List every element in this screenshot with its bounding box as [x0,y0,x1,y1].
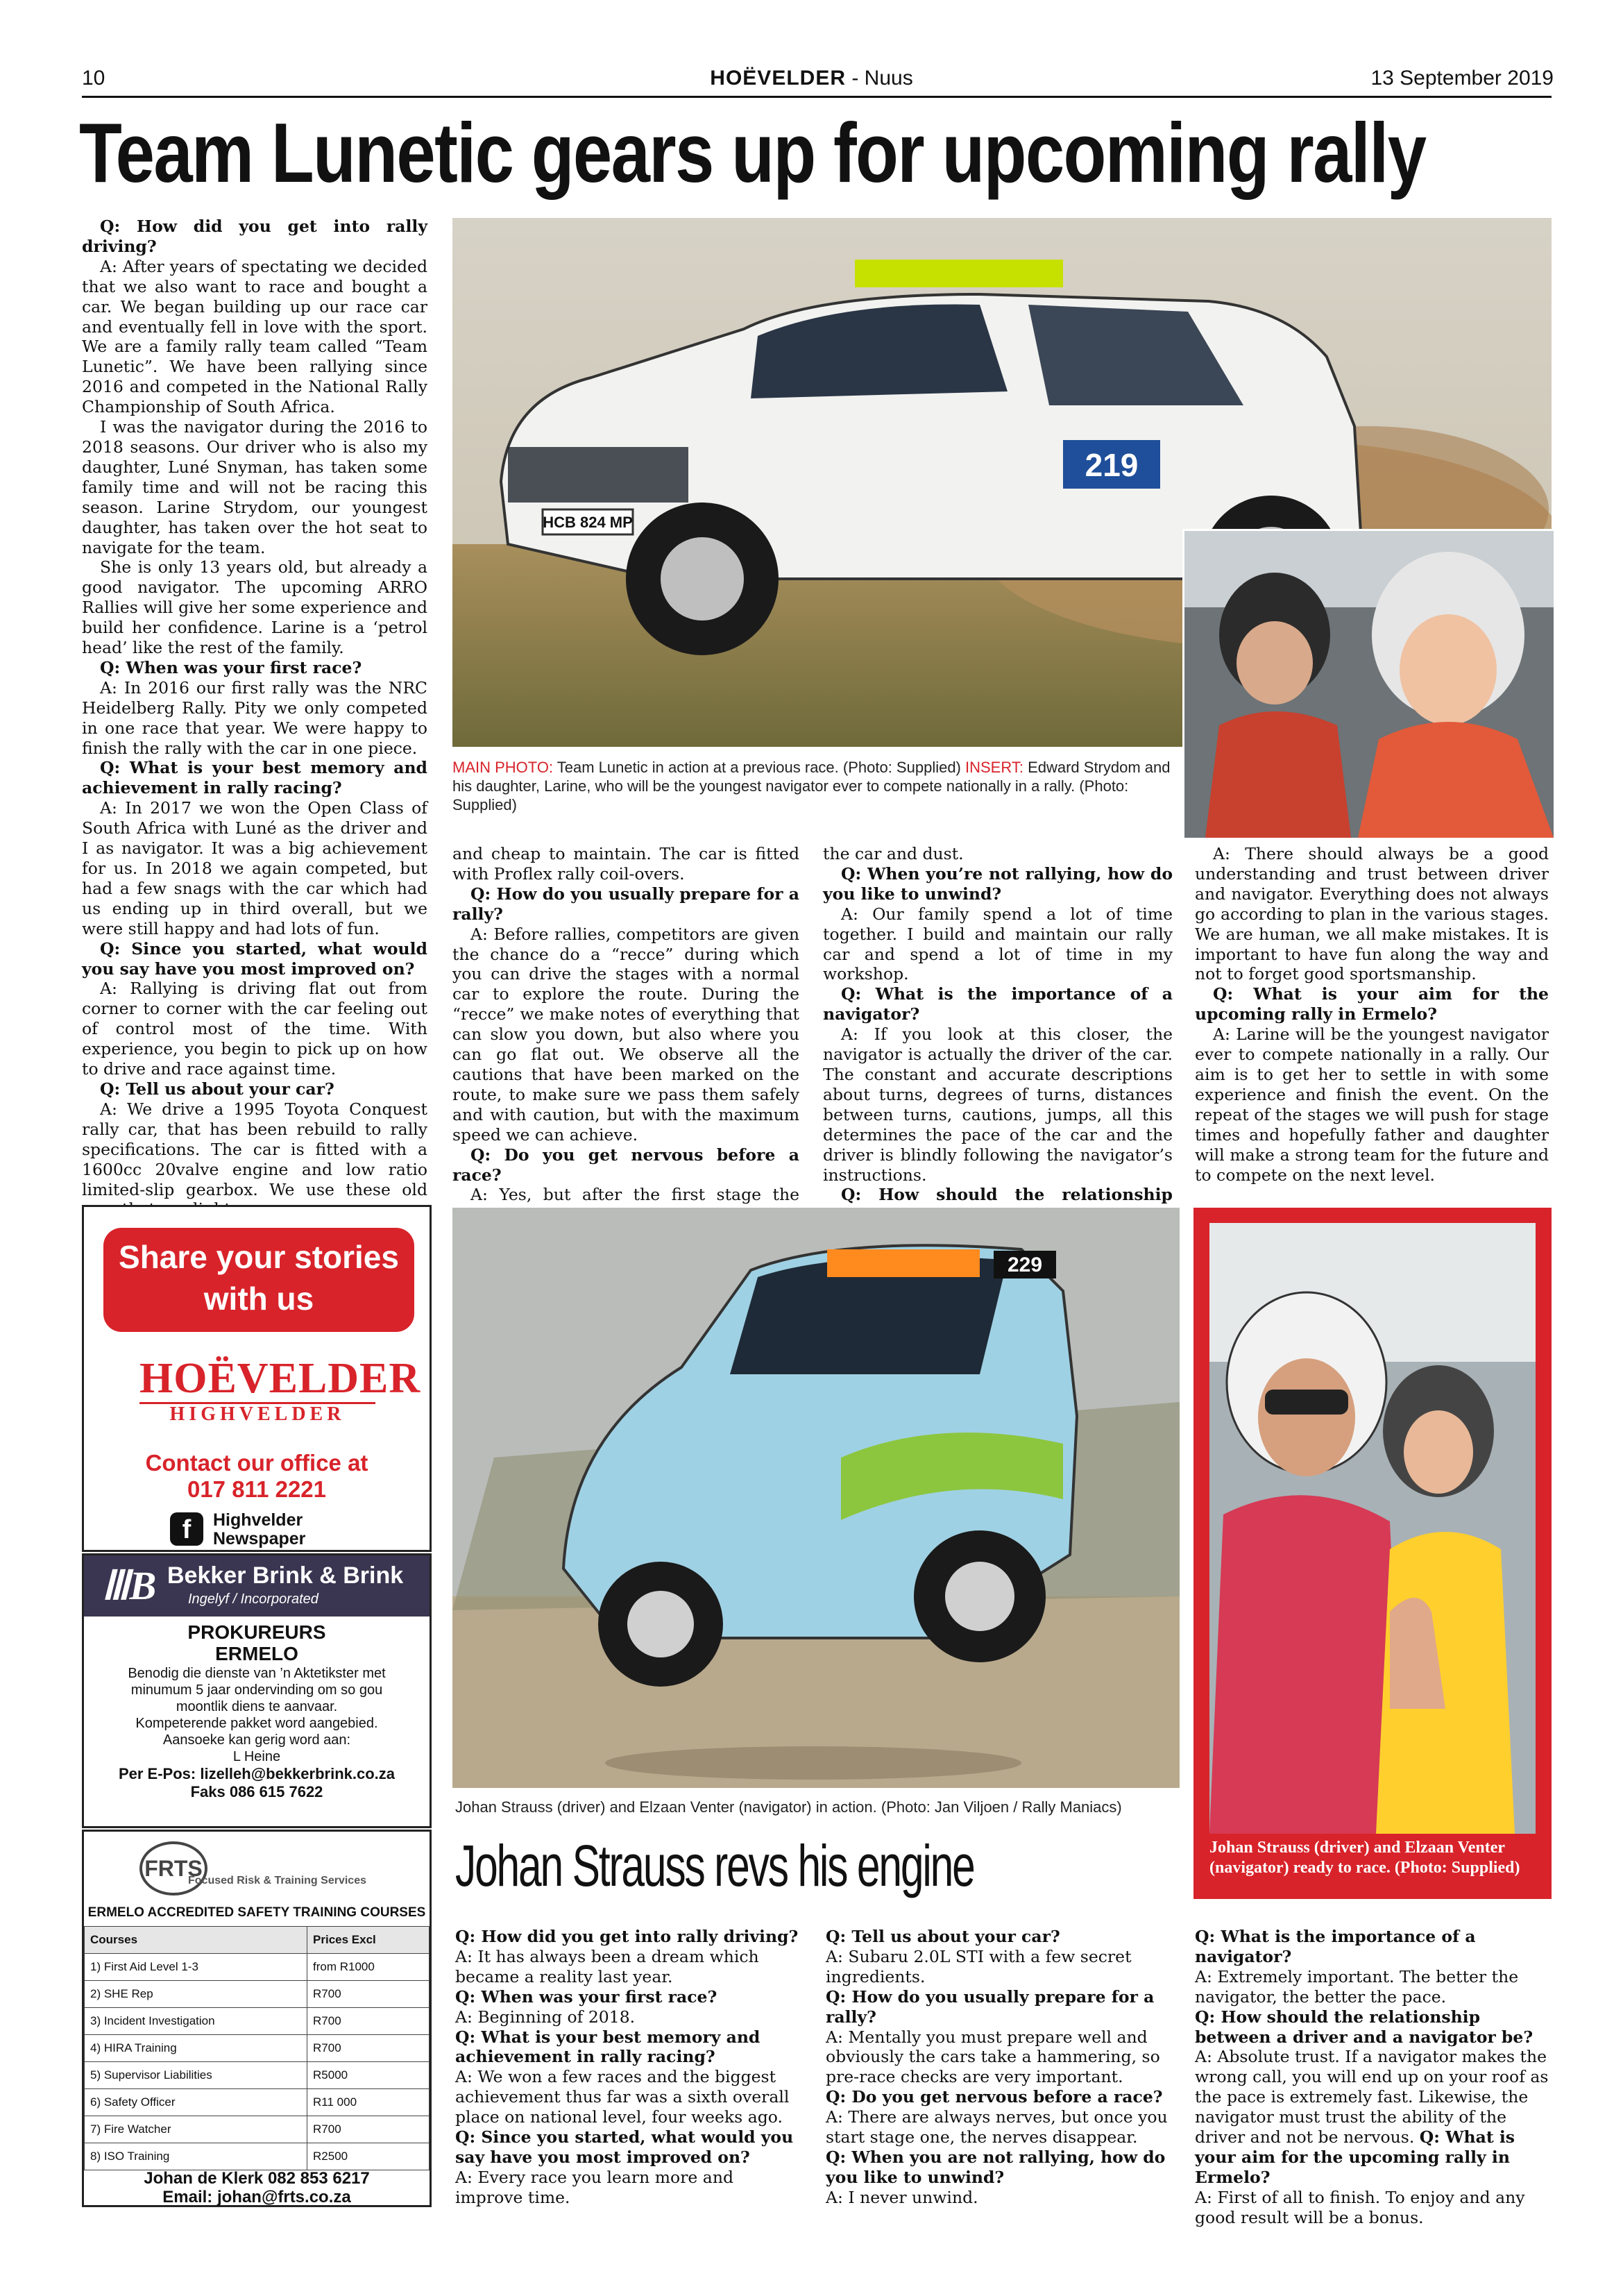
interview-answer: A: There should always be a good understanding and trust between driver and navigator. Everything does not always go according to plan in the various stages. We are human, we all make mistakes. It is important to have fun along the way and not to forget good sportsmanship. [1195,844,1549,984]
frts-contact: Johan de Klerk 082 853 6217 Email: johan@frts.co.za [144,2169,370,2206]
article1-column-2 [452,844,799,1245]
interview-answer: A: Larine will be the youngest navigator ever to compete nationally in a rally. Our aim is to get her to settle in with some experience and finish the event. On the repeat of the stages we will push for stage times and hopefully father and daughter will make a strong team for the future and to compete on the next level. [1195,1024,1549,1185]
publication-name: HOËVELDER - Nuus [710,67,913,90]
header-rule [82,96,1552,98]
interview-question: Q: How did you get into rally driving? [455,1927,799,1946]
article2-column-3 [1195,1927,1549,2228]
article2-column-1 [455,1927,802,2208]
interview-answer: A: We won a few races and the biggest achievement thus far was a sixth overall place on national level, four weeks ago. [455,2067,790,2127]
course-row: 5) Supervisor Liabilities R5000 [85,2062,430,2089]
interview-question: Q: When you’re not rallying, how do you like to unwind? [823,863,1173,904]
interview-question: Q: Do you get nervous before a race? [826,2087,1163,2107]
interview-question: Q: When you are not rallying, how do you like to unwind? [826,2147,1166,2187]
subaru-jump-photo [452,1208,1180,1788]
interview-answer: A: Yes, but after the first stage the [470,1185,799,1205]
svg-text:219: 219 [1085,447,1139,483]
interview-answer: A: Rallying is driving flat out from corner to corner with the car feeling out of control most of the time. With experience, you begin to pick up on how to drive and race against time. [82,979,427,1079]
interview-answer: A: I never unwind. [826,2187,978,2207]
share-stories-ad [82,1205,432,1552]
frts-logo: FRTS Focused Risk & Training Services [139,1841,375,1897]
interview-question: Q: How did you get into rally driving? [82,217,427,256]
frts-training-ad [82,1830,432,2207]
strauss-venter-photo-box [1193,1208,1552,1899]
course-row: 8) ISO Training R2500 [85,2143,430,2170]
interview-question: Q: What is your aim for the upcoming rally in Ermelo? [1195,984,1549,1024]
svg-text:229: 229 [1007,1253,1043,1276]
strauss-venter-caption: Johan Strauss (driver) and Elzaan Venter (navigator) ready to race. (Photo: Supplied) [1209,1839,1520,1877]
article2-answer: A: First of all to finish. To enjoy and any good result will be a bonus. [1195,2187,1525,2227]
interview-question: Q: When was your first race? [100,657,362,677]
interview-question: Q: What is your best memory and achievement in rally racing? [82,758,427,798]
bekker-brink-logo: ⅢB Bekker Brink & Brink Ingelyf / Incorporated [84,1555,430,1617]
office-phone[interactable]: 017 811 2221 [187,1476,327,1502]
frts-title: ERMELO ACCREDITED SAFETY TRAINING COURSES [87,1905,426,1920]
interview-answer: A: There are always nerves, but once you start stage one, the nerves disappear. [826,2107,1168,2147]
interview-question: Q: What is the importance of a navigator? [1195,1927,1476,1966]
course-row: 6) Safety Officer R11 000 [85,2089,430,2116]
courses-table: Courses Prices Excl 1) First Aid Level 1-3 from R1000 2) SHE Rep R700 3) Incident Investigation R700 4) HIRA Training R700 5) Supervisor Liabilities R5000 6) Safety Officer R11 000 7) Fire Watcher R700 8) ISO Training R2500 [84,1926,430,2170]
insert-photo-father-daughter [1182,529,1556,840]
interview-answer: A: Subaru 2.0L STI with a few secret ingredients. [826,1946,1132,1986]
interview-question: Q: How do you usually prepare for a rally? [826,1986,1155,2027]
interview-answer: A: Every race you learn more and improve time. [455,2167,733,2207]
interview-question: Q: What is the importance of a navigator? [823,984,1173,1024]
course-row: 2) SHE Rep R700 [85,1981,430,2008]
interview-answer: A: If you look at this closer, the navigator is actually the driver of the car. The constant and accurate descriptions about turns, degrees of turns, distances between turns, cautions, jumps, all this determines the pace of the car and the driver is blindly following the navigator’s instructions. [823,1024,1173,1185]
interview-question: Q: Tell us about your car? [100,1079,334,1099]
interview-question: Q: How should the relationship between a driver and a navigator be? [1195,2007,1533,2047]
interview-answer: A: After years of spectating we decided that we also want to race and bought a car. We began building up our race car and eventually fell in love with the sport. We are a family rally team called “Team Lunetic”. We have been rallying since 2016 and competed in the National Rally Championship of South Africa. [82,256,427,417]
interview-answer: She is only 13 years old, but already a good navigator. The upcoming ARRO Rallies will give her some experience and build her confidence. Larine is a ‘petrol head’ like the rest of the family. [82,557,427,658]
interview-answer: A: Extremely important. The better the navigator, the better the pace. [1195,1966,1519,2007]
facebook-page-name: Highvelder Newspaper [213,1510,306,1548]
contact-office-label: Contact our office at [145,1450,368,1476]
interview-answer: A: We drive a 1995 Toyota Conquest rally car, that has been rebuild to rally specifications. The car is fitted with a 1600cc 20valve engine and low ratio limited-slip gearbox. We use these old [82,1099,427,1199]
article2-column-2 [826,1927,1180,2208]
article1-column-1 [82,217,427,1219]
interview-question: Q: When was your first race? [455,1986,717,2007]
interview-question: Q: Tell us about your car? [826,1927,1060,1946]
issue-date: 13 September 2019 [1370,67,1554,90]
headline-team-lunetic: Team Lunetic gears up for upcoming rally [79,105,1426,200]
interview-question: Q: Since you started, what would you say have you most improved on? [455,2127,794,2167]
interview-answer: the car and dust. [823,844,964,863]
course-row: 7) Fire Watcher R700 [85,2116,430,2143]
svg-text:HCB 824 MP: HCB 824 MP [543,514,633,531]
course-row: 1) First Aid Level 1-3 from R1000 [85,1954,430,1981]
course-row: 4) HIRA Training R700 [85,2035,430,2062]
main-photo-caption: MAIN PHOTO: Team Lunetic in action at a previous race. (Photo: Supplied) INSERT: Edward Strydom and his daughter, Larine, who will be the youngest navigator ever to compete nationally in a rally. (Photo: Supplied) [452,759,1171,813]
share-stories-banner: Share your stories with us [103,1228,414,1332]
article1-column-4 [1195,844,1549,1185]
article1-column-3 [823,844,1173,1225]
interview-question: Q: What is your best memory and achievement in rally racing? [455,2027,760,2067]
interview-answer: and cheap to maintain. The car is fitted with Proflex rally coil-overs. [452,844,799,884]
interview-answer: A: Beginning of 2018. [455,2007,636,2027]
page-number: 10 [82,67,105,90]
interview-answer: A: Mentally you must prepare well and obviously the cars take a hammering, so pre-race checks are very important. [826,2027,1160,2087]
bekker-brink-ad [82,1553,432,1828]
hoevelder-logo: HOËVELDER HIGHVELDER [139,1355,421,1425]
interview-answer: A: In 2017 we won the Open Class of South Africa with Luné as the driver and I as navigator. It was a big achievement for us. In 2018 we again competed, but had a few snags with the car which had us ending up in third overall, but we were still happy and had lots of fun. [82,798,427,938]
interview-answer: I was the navigator during the 2016 to 2018 seasons. Our driver who is also my daughter, Luné Snyman, has taken some family time and will not be racing this season. Larine Strydom, our youngest daughter, has taken over the hot seat to navigate for the team. [82,417,427,557]
interview-answer: A: Before rallies, competitors are given the chance do a “recce” during which you can drive the stages with a normal car to explore the route. During the “recce” we make notes of everything that can slow you down, but also where you can go flat out. We observe all the cautions that have been marked on the route, to make sure we pass them safely and with caution, but with the maximum speed we can achieve. [452,924,799,1145]
interview-question: Q: Since you started, what would you say have you most improved on? [82,938,427,979]
interview-answer: A: Our family spend a lot of time together. I build and maintain our rally car and spend a lot of time in my workshop. [823,904,1173,984]
bekker-brink-text: PROKUREURS ERMELO Benodig die dienste van ’n Aktetikster met minumum 5 jaar ondervinding om so gou moontlik diens te aanvaar. Kompeterende pakket word aangebied. Aansoeke kan gerig word aan: L Heine Per E-Pos: lizelleh@bekkerbrink.co.za Faks 086 615 7622 [118,1621,396,1800]
interview-answer: A: In 2016 our first rally was the NRC Heidelberg Rally. Pity we only competed in one race that year. We were happy to finish the rally with the car in one piece. [82,677,427,758]
interview-question: Q: How do you usually prepare for a rally? [452,884,799,924]
facebook-icon[interactable]: f [170,1512,203,1546]
subaru-photo-caption: Johan Strauss (driver) and Elzaan Venter (navigator) in action. (Photo: Jan Viljoen / Rally Maniacs) [455,1798,1122,1816]
interview-answer: A: It has always been a dream which became a reality last year. [455,1946,759,1986]
course-row: 3) Incident Investigation R700 [85,2008,430,2035]
interview-question: Q: How should the relationship [841,1185,1173,1205]
headline-johan-strauss: Johan Strauss revs his engine [455,1833,974,1898]
interview-question: Q: Do you get nervous before a race? [452,1145,799,1185]
article2-answer: A: Absolute trust. If a navigator makes the wrong call, you will end up on your roof as the pace is extremely fast. Likewise, the navigator must trust the ability of the driver and not be nervous. Q: What is your aim for the upcoming rally in Ermelo? [1195,2047,1549,2187]
